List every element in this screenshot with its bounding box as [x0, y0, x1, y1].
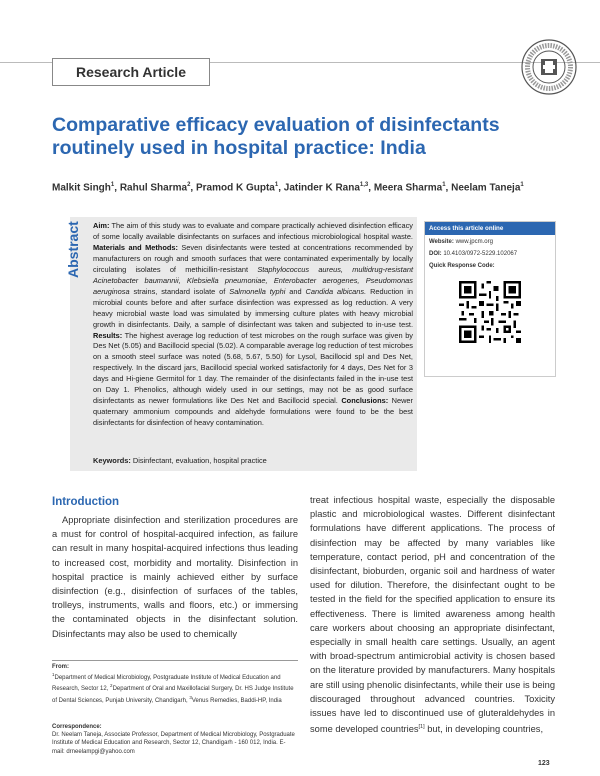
affiliations-footnote: From: $^1$Department of Medical Microbiology, Postgraduate Institute of Medical Education and Research, Sector 12, $^2$Department of Oral and Maxillofacial Surgery, Dr. HS Judge Institute of Dental Sciences, Punjab University, Chandigarh, $^3$Venus Remedies, Baddi-HP, India — [52, 664, 294, 704]
methods-text: Seven disinfectants were tested at concentrations recommended by manufacturers on rough and smooth surfaces that were contaminated experimentally by locally circulating isolates of methicillin-resistant — [93, 242, 413, 274]
qr-code[interactable] — [459, 281, 521, 343]
author-list: Malkit Singh$^1$, Rahul Sharma$^2$, Pramod K Gupta$^1$, Jatinder K Rana$^{1,3}$, Meera Sharma$^1$, Neelam Taneja$^1$ — [52, 182, 524, 194]
reference-marker[interactable]: [1] — [418, 724, 425, 731]
methods-heading: Materials and Methods: — [93, 242, 178, 252]
from-label: From: — [52, 664, 69, 670]
doi-link[interactable]: 10.4103/0972-5229.102067 — [443, 251, 518, 257]
author-name: Pramod K Gupta — [195, 182, 275, 194]
conclusions-text: Newer quaternary ammonium compounds and aldehyde formulations were found to be the best disinfectants for disinfection of heavy contamination. — [93, 396, 413, 428]
abstract-label: Abstract — [65, 221, 81, 278]
conclusions-heading: Conclusions: — [341, 396, 389, 406]
correspondence-footnote — [52, 723, 298, 756]
affiliation: Department of Oral and Maxillofacial Surgery, Dr. HS Judge Institute of Dental Sciences, Punjab University, Chandigarh, — [52, 686, 294, 704]
organism-name: Candida albicans. — [305, 286, 367, 296]
methods-text: strains, standard isolate of — [133, 286, 226, 296]
abstract-body — [93, 221, 413, 429]
author-name: Jatinder K Rana — [283, 182, 360, 194]
article-title: Comparative efficacy evaluation of disinfectants routinely used in hospital practice: India — [52, 114, 500, 159]
doi-line: DOI: 10.4103/0972-5229.102067 — [429, 251, 518, 257]
results-heading: Results: — [93, 330, 123, 340]
intro-left-column: Appropriate disinfection and sterilization procedures are a must for control of hospital-acquired infection, as failure can result in many hospital-acquired infections thus leading to increased cost, morbidity and mortality. Disinfection in hospital practice is mainly achieved either by surface disinfection (e.g., disinfection of surfaces of the tables, trolleys, instruments, walls and floors, etc.) or immersing the contaminated objects in the disinfectant solution. Disinfectants may also be used to chemically — [52, 515, 298, 639]
affiliation: Venus Remedies, Baddi-HP, India — [191, 697, 282, 704]
intro-right-text: treat infectious hospital waste, especially the disposable plastic and microbiological wastes. Different disinfectant formulations have different applications. The process of disinfection may be affected by many variables like temperature, contact period, pH and concentration of the disinfectant, bioburden, organic soil and hardness of water used for dilution. Therefore, the disinfectant ought to be tested in the field for the specified application to ensure its effectiveness. There is limited awareness among health care workers about choosing an appropriate disinfectant, especially in small health care settings. Usually, an agent with broad-spectrum antimicrobial activity is chosen based on the literature provided by manufacturers. Many hospitals are still using phenolic disinfectants, while their use is being discouraged throughout advanced countries. Toxicity issues have led to discontinued use of gluteraldehydes in some developed countries — [310, 495, 555, 735]
page-number: 123 — [538, 760, 550, 767]
author-name: Rahul Sharma — [119, 182, 188, 194]
society-seal-logo — [520, 38, 578, 96]
organism-list: Staphylococcus aureus, multidrug-resistant Acinetobacter baumannii, Klebsiella pneumoniae, Enterobacter aerogenes, Pseudomonas aeruginosa — [93, 264, 413, 296]
correspondence-text: Dr. Neelam Taneja, Associate Professor, Department of Medical Microbiology, Postgraduate Institute of Medical Education and Research, Sector 12, Chandigarh - 160 012, India. E-mail: drneelampgi@yahoo.com — [52, 732, 295, 755]
article-type-badge: Research Article — [52, 58, 210, 86]
organism-name: Salmonella typhi — [229, 286, 286, 296]
keywords-label: Keywords: — [93, 456, 131, 465]
correspondence-label: Correspondence: — [52, 724, 102, 730]
abstract-side-label — [58, 212, 88, 292]
introduction-heading: Introduction — [52, 496, 120, 508]
website-line: Website: www.jpcm.org — [429, 239, 493, 245]
aim-heading: Aim: — [93, 221, 110, 230]
aim-text: The aim of this study was to evaluate and compare practically achieved disinfection efficacy of some locally available disinfectants on surfaces and infectious microbiological hospital waste. — [93, 221, 414, 241]
author-name: Meera Sharma — [373, 182, 443, 194]
author-name: Neelam Taneja — [451, 182, 521, 194]
methods-text: Reduction in microbial counts before and after surface disinfection was expressed as log reduction. A very heavy microbial waste load was simulated by immersing culture plates with heavy microbial growth in disinfectants. Daily, a sample of disinfectant was taken and subjected to in-use test. — [93, 286, 414, 329]
author-name: Malkit Singh — [52, 182, 111, 194]
results-text: The highest average log reduction of test microbes on the rough surface was given by Des Net (5.05) and Bacillocid special (5.02). A comparable average log reduction of test microbes on a smooth steel surface was noted (5.68, 5.67, 5.50) for Lysol, Bacillocid spl and Des Net, respectively. In the discard jars, Bacillocid special worked satisfactorily for 4 days, Des Net for 3 days and Hi-giene Germitol for 1 day. The remainder of the disinfectants failed in the in-use test on Day 1. Phenolics, although widely used in our settings, may not be as good surface disinfectants as newer formulations like Des Net and Bacillocid special. — [93, 330, 413, 406]
access-box-header: Access this article online — [425, 222, 555, 235]
qr-label: Quick Response Code: — [429, 263, 495, 269]
keywords — [93, 456, 413, 466]
website-link[interactable]: www.jpcm.org — [455, 239, 493, 245]
keywords-text: Disinfectant, evaluation, hospital practice — [132, 456, 267, 465]
methods-text: and — [289, 286, 302, 296]
footnote-rule — [52, 660, 298, 661]
access-box — [424, 221, 556, 377]
intro-right-column — [310, 493, 555, 737]
intro-right-text: but, in developing countries, — [427, 724, 544, 735]
affiliation: Department of Medical Microbiology, Postgraduate Institute of Medical Education and Research, Sector 12, — [52, 675, 281, 693]
